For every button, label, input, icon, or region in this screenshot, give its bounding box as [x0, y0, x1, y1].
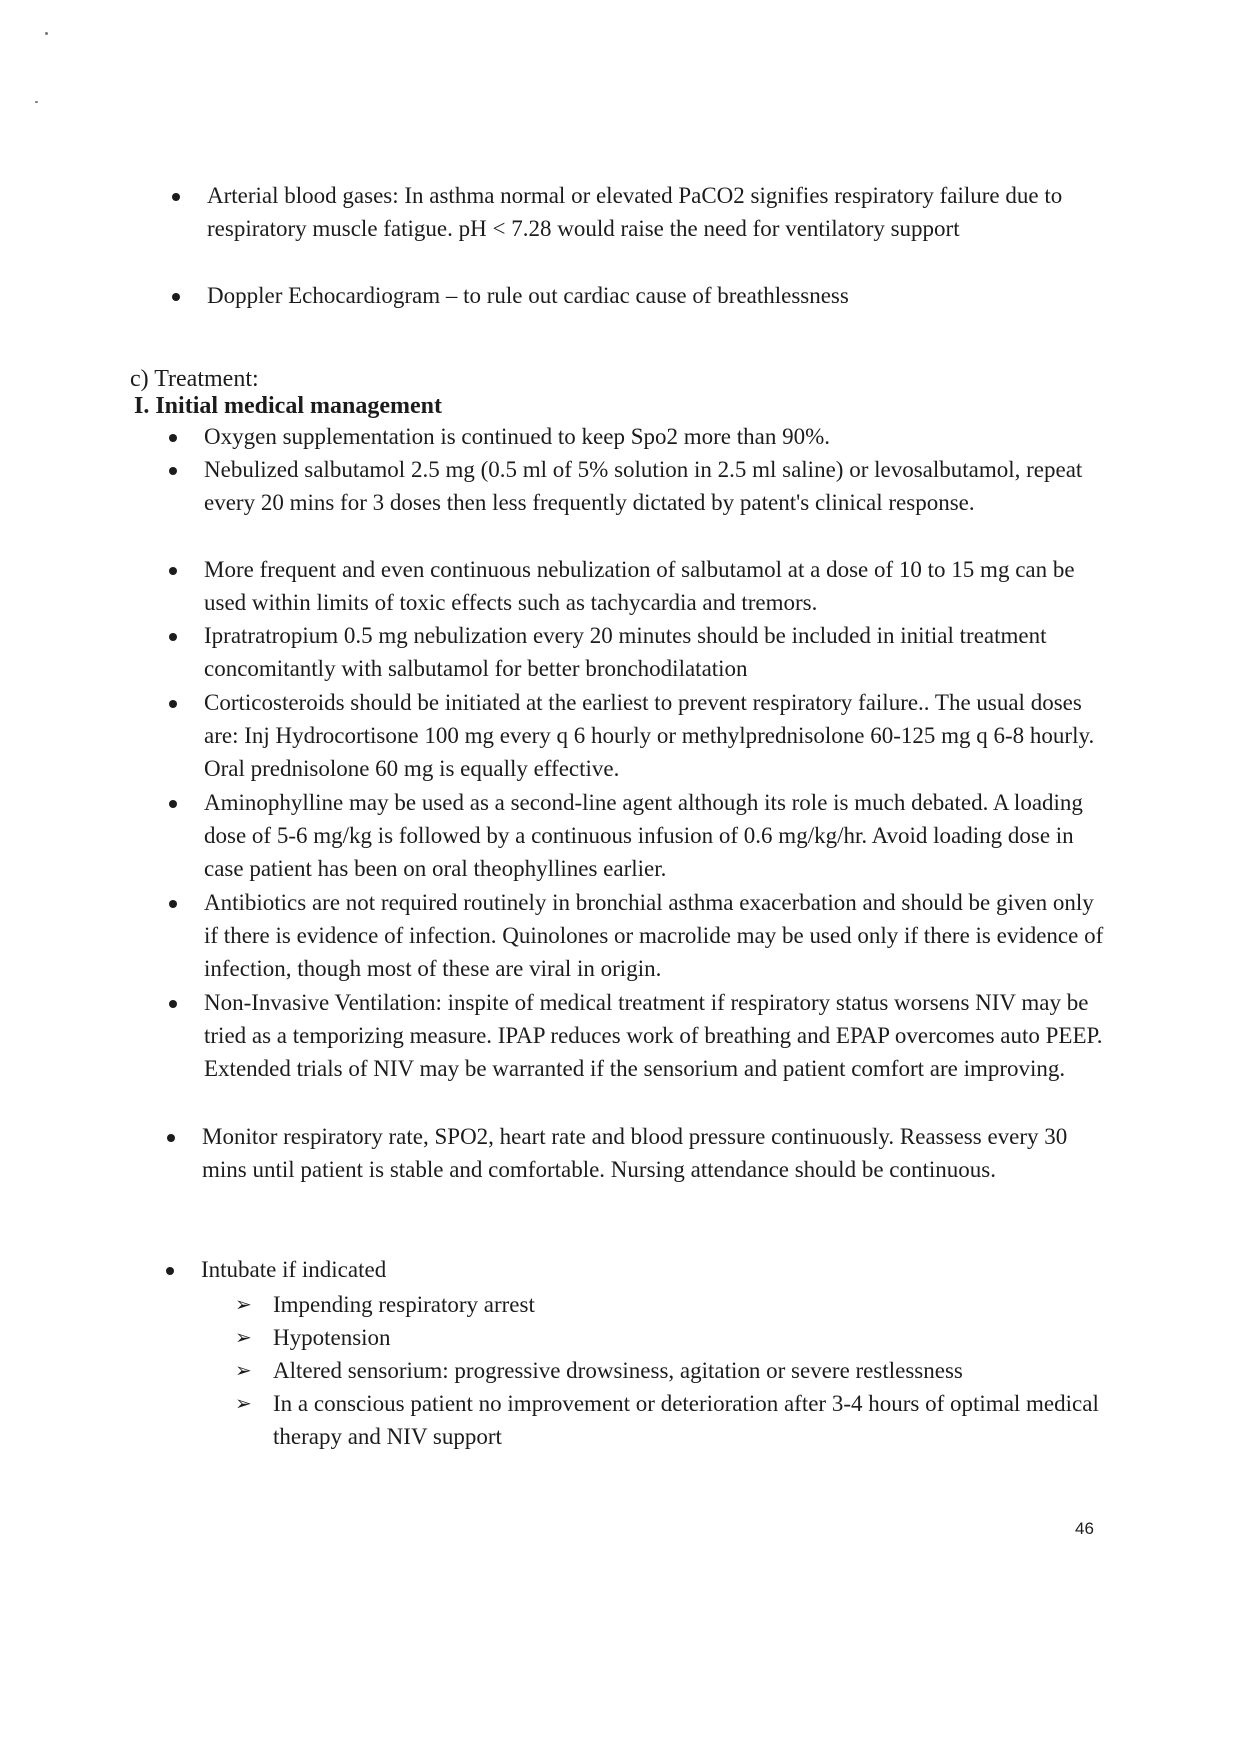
- list-item-text: Corticosteroids should be initiated at the earliest to prevent respiratory failure.. The usual doses are: Inj Hydrocortisone 100 mg every q 6 hourly or methylprednisolone 60-125 mg q 6-8 hourly. Oral prednisolone 60 mg is equally effective.: [204, 690, 1095, 781]
- list-item-text: Oxygen supplementation is continued to keep Spo2 more than 90%.: [204, 424, 830, 449]
- list-item: [201, 1253, 1101, 1286]
- list-item-text: Antibiotics are not required routinely in bronchial asthma exacerbation and should be given only if there is evidence of infection. Quinolones or macrolide may be used only if there is evidence of infection, though most of these are viral in origin.: [204, 890, 1104, 981]
- bullet-icon: [169, 467, 177, 475]
- list-item: [204, 553, 1104, 619]
- bullet-icon: [169, 800, 177, 808]
- sub-list-item: [235, 1321, 1103, 1354]
- list-item: [202, 1120, 1102, 1186]
- scan-speck: [35, 101, 38, 103]
- bullet-icon: [167, 1134, 175, 1142]
- sub-list-item: [235, 1387, 1103, 1453]
- list-item-text: Monitor respiratory rate, SPO2, heart rate and blood pressure continuously. Reassess every 30 mins until patient is stable and comfortable. Nursing attendance should be continuous.: [202, 1124, 1068, 1182]
- page-number: 46: [1075, 1519, 1094, 1538]
- sub-list-item-text: Altered sensorium: progressive drowsiness, agitation or severe restlessness: [273, 1358, 963, 1383]
- arrow-bullet-icon: ➢: [235, 1325, 252, 1349]
- list-item: [204, 686, 1104, 785]
- bullet-icon: [169, 900, 177, 908]
- list-item-text: Nebulized salbutamol 2.5 mg (0.5 ml of 5% solution in 2.5 ml saline) or levosalbutamol, repeat every 20 mins for 3 doses then less frequently dictated by patent's clinical response.: [204, 457, 1083, 515]
- list-item: [204, 986, 1104, 1085]
- bullet-icon: [169, 633, 177, 641]
- list-item-text: Intubate if indicated: [201, 1257, 387, 1282]
- list-item-text: Arterial blood gases: In asthma normal or elevated PaCO2 signifies respiratory failure due to respiratory muscle fatigue. pH < 7.28 would raise the need for ventilatory support: [207, 183, 1063, 241]
- bullet-icon: [166, 1267, 174, 1275]
- bullet-icon: [172, 193, 180, 201]
- sub-list-item-text: Hypotension: [273, 1325, 391, 1350]
- section-heading: c) Treatment:: [130, 366, 259, 392]
- arrow-bullet-icon: ➢: [235, 1292, 252, 1316]
- sub-list-item-text: Impending respiratory arrest: [273, 1292, 535, 1317]
- bullet-icon: [169, 434, 177, 442]
- arrow-bullet-icon: ➢: [235, 1391, 252, 1415]
- list-item-text: Ipratratropium 0.5 mg nebulization every 20 minutes should be included in initial treatment concomitantly with salbutamol for better bronchodilatation: [204, 623, 1047, 681]
- list-item-text: Aminophylline may be used as a second-line agent although its role is much debated. A loading dose of 5-6 mg/kg is followed by a continuous infusion of 0.6 mg/kg/hr. Avoid loading dose in case patient has been on oral theophyllines earlier.: [204, 790, 1083, 881]
- list-item: [204, 886, 1104, 985]
- sub-list-item-text: In a conscious patient no improvement or deterioration after 3-4 hours of optimal medical therapy and NIV support: [273, 1391, 1099, 1449]
- list-item-text: More frequent and even continuous nebulization of salbutamol at a dose of 10 to 15 mg can be used within limits of toxic effects such as tachycardia and tremors.: [204, 557, 1075, 615]
- arrow-bullet-icon: ➢: [235, 1358, 252, 1382]
- list-item: [204, 420, 1104, 453]
- sub-list-item: [235, 1354, 1103, 1387]
- bullet-icon: [169, 567, 177, 575]
- scan-speck: [45, 32, 48, 35]
- sub-list-item: [235, 1288, 1103, 1321]
- list-item: [204, 619, 1104, 685]
- list-item: [204, 786, 1104, 885]
- list-item: [207, 179, 1107, 245]
- bullet-icon: [169, 1000, 177, 1008]
- subsection-heading: I. Initial medical management: [134, 393, 442, 419]
- list-item-text: Doppler Echocardiogram – to rule out cardiac cause of breathlessness: [207, 283, 849, 308]
- list-item: [204, 453, 1104, 519]
- bullet-icon: [172, 293, 180, 301]
- list-item-text: Non-Invasive Ventilation: inspite of medical treatment if respiratory status worsens NIV may be tried as a temporizing measure. IPAP reduces work of breathing and EPAP overcomes auto PEEP. Extended trials of NIV may be warranted if the sensorium and patient comfort are improving.: [204, 990, 1103, 1081]
- bullet-icon: [169, 700, 177, 708]
- list-item: [207, 279, 1107, 312]
